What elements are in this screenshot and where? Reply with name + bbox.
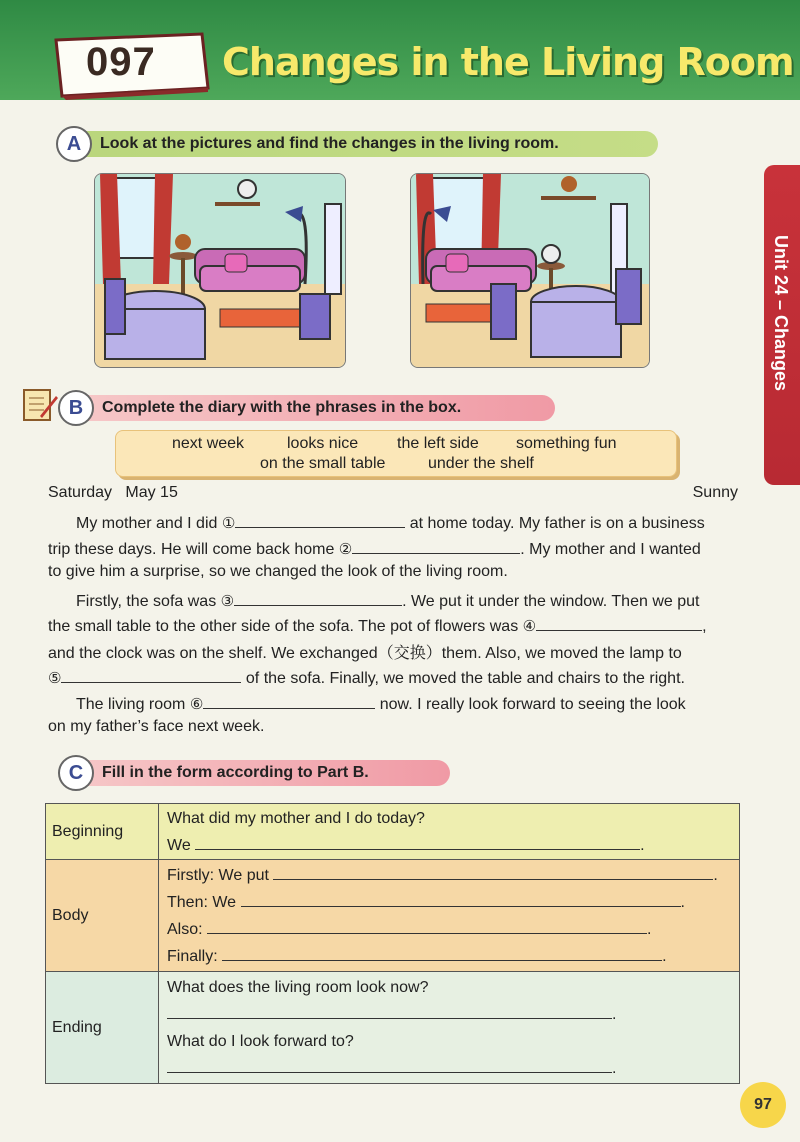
diary-text: at home today. My father is on a business (405, 515, 705, 532)
section-a-header (58, 131, 658, 157)
diary-text: on my father’s face next week. (48, 718, 265, 735)
answer-blank[interactable] (536, 614, 702, 631)
form-line: We . (167, 832, 731, 859)
blank-number: ⑥ (189, 696, 204, 713)
form-prompt: Then: We (167, 893, 237, 911)
living-room-picture-before (94, 173, 346, 368)
diary-line (48, 640, 740, 663)
section-c-header (60, 760, 450, 786)
answer-blank[interactable] (234, 589, 402, 606)
form-line: Also: . (167, 916, 731, 943)
row-label-body: Body (46, 860, 159, 972)
diary-text: Firstly, the sofa was (76, 593, 221, 610)
answer-blank[interactable] (61, 666, 241, 683)
diary-text: to give him a surprise, so we changed the look of the living room. (48, 563, 508, 580)
form-prompt: Firstly: We put (167, 866, 269, 884)
form-line: . (167, 1001, 731, 1028)
diary-line (48, 589, 740, 611)
answer-blank[interactable] (222, 944, 662, 961)
section-b-header (60, 395, 555, 421)
answer-blank[interactable] (235, 511, 405, 528)
diary-line (48, 511, 740, 533)
diary-line (48, 563, 740, 581)
diary-date: Saturday May 15 (48, 484, 178, 501)
phrase-item: on the small table (260, 455, 386, 472)
diary-line (48, 537, 740, 559)
answer-blank[interactable] (195, 833, 640, 850)
row-label-ending: Ending (46, 972, 159, 1084)
form-prompt: What does the living room look now? (167, 978, 429, 996)
diary-line (48, 718, 740, 736)
diary-text: and the clock was on the shelf. We exchanged（交换）them. Also, we moved the lamp to (48, 645, 682, 662)
diary-text: , (702, 618, 707, 635)
diary-line (48, 692, 740, 714)
lesson-title: Changes in the Living Room (222, 40, 794, 84)
blank-number: ④ (522, 618, 537, 635)
form-prompt: What did my mother and I do today? (167, 809, 425, 827)
phrase-item: something fun (516, 435, 617, 452)
phrase-box (115, 430, 677, 477)
diary-text: The living room (76, 696, 190, 713)
lesson-number: 097 (86, 40, 156, 84)
row-cell (159, 804, 740, 860)
answer-blank[interactable] (352, 537, 520, 554)
diary-header-line (48, 484, 740, 502)
row-cell (159, 972, 740, 1084)
unit-side-tab (764, 165, 800, 485)
blank-number: ③ (220, 593, 235, 610)
diary-icon (22, 388, 58, 422)
form-prompt: What do I look forward to? (167, 1032, 354, 1050)
blank-number: ② (338, 541, 353, 558)
form-prompt: Also: (167, 920, 203, 938)
diary-line (48, 666, 740, 688)
unit-label: Unit 24 – Changes (771, 235, 791, 392)
diary-text: My mother and I did (76, 515, 222, 532)
table-row (46, 804, 740, 860)
answer-blank[interactable] (273, 863, 713, 880)
story-form-table (45, 803, 740, 1084)
section-b-instruction: Complete the diary with the phrases in the box. (102, 399, 462, 416)
table-row (46, 972, 740, 1084)
diary-text: . My mother and I wanted (520, 541, 701, 558)
form-prompt: We (167, 836, 191, 854)
answer-blank[interactable] (167, 1002, 612, 1019)
form-prompt: Finally: (167, 947, 218, 965)
phrase-item: next week (172, 435, 245, 452)
blank-number: ⑤ (48, 670, 62, 687)
section-a-letter: A (56, 126, 92, 162)
table-row (46, 860, 740, 972)
diary-text: trip these days. He will come back home (48, 541, 339, 558)
section-c-letter: C (58, 755, 94, 791)
row-cell (159, 860, 740, 972)
form-line: Finally: . (167, 943, 731, 970)
blank-number: ① (221, 515, 236, 532)
section-b-letter: B (58, 390, 94, 426)
answer-blank[interactable] (167, 1056, 612, 1073)
page-number: 97 (740, 1082, 786, 1128)
diary-line (48, 614, 740, 636)
section-c-instruction: Fill in the form according to Part B. (102, 764, 369, 781)
diary-text: of the sofa. Finally, we moved the table and chairs to the right. (241, 670, 685, 687)
diary-text: now. I really look forward to seeing the look (375, 696, 686, 713)
form-line: Firstly: We put . (167, 862, 731, 889)
answer-blank[interactable] (203, 692, 375, 709)
form-line: Then: We . (167, 889, 731, 916)
phrase-item: under the shelf (428, 455, 534, 472)
diary-text: . We put it under the window. Then we put (402, 593, 700, 610)
diary-text: the small table to the other side of the sofa. The pot of flowers was (48, 618, 523, 635)
form-line: . (167, 1055, 731, 1082)
row-label-beginning: Beginning (46, 804, 159, 860)
section-a-instruction: Look at the pictures and find the changes in the living room. (100, 135, 559, 152)
diary-weather: Sunny (692, 484, 738, 501)
living-room-picture-after (410, 173, 650, 368)
answer-blank[interactable] (241, 890, 681, 907)
phrase-item: the left side (397, 435, 479, 452)
answer-blank[interactable] (207, 917, 647, 934)
phrase-item: looks nice (287, 435, 359, 452)
